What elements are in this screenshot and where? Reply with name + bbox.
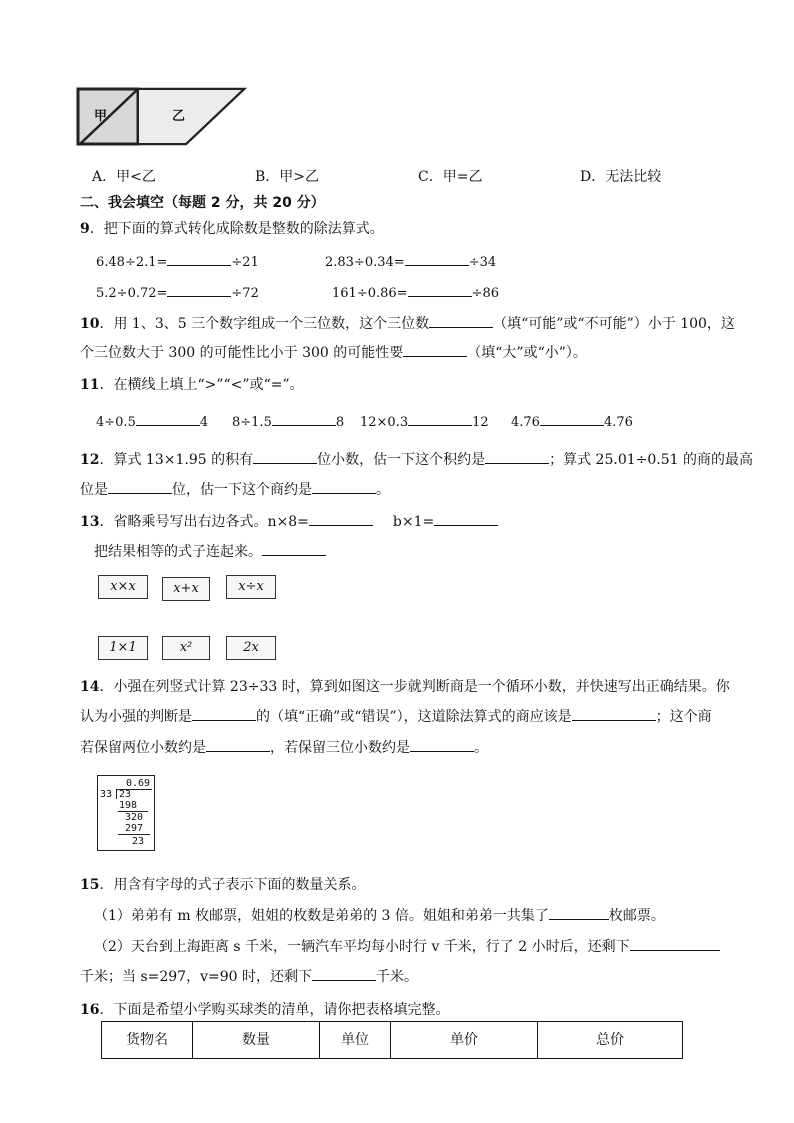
option-b[interactable]: B．甲>乙 (255, 169, 320, 185)
answer-blank[interactable] (167, 282, 231, 297)
question-9 (80, 218, 384, 238)
division-divisor: 33 (100, 789, 113, 800)
answer-blank[interactable] (540, 411, 604, 426)
answer-blank[interactable] (167, 251, 231, 266)
answer-blank[interactable] (408, 411, 472, 426)
expr-box-top-3[interactable]: x÷x (226, 575, 276, 599)
q9-item-4 (332, 282, 499, 301)
option-d[interactable]: D．无法比较 (580, 169, 662, 185)
expr-right: ÷86 (471, 286, 499, 301)
question-text: 认为小强的判断是 (80, 709, 192, 725)
question-text: 位是 (80, 482, 108, 498)
question-text: 千米。 (376, 969, 418, 985)
expr-left: 6.48÷2.1= (96, 255, 168, 270)
answer-blank[interactable] (549, 905, 609, 920)
expr-left: 161÷0.86= (332, 286, 408, 301)
question-text: ，若保留三位小数约是 (270, 740, 410, 756)
expr-box-top-2[interactable]: x+x (162, 577, 210, 601)
question-text: ．在横线上填上“>”“<”或“=”。 (99, 377, 304, 393)
answer-blank[interactable] (312, 479, 376, 494)
answer-blank[interactable] (405, 251, 469, 266)
answer-blank[interactable] (108, 479, 172, 494)
q11-item-2 (232, 411, 344, 430)
jia-label: 甲 (94, 109, 108, 124)
question-text: 枚邮票。 (608, 908, 665, 924)
table-header-cell: 单价 (391, 1022, 538, 1058)
question-text: 的（填“正确”或“错误”），这道除法算式的商应该是 (256, 709, 572, 725)
division-quotient: 0.69 (126, 778, 151, 789)
answer-blank[interactable] (410, 737, 474, 752)
question-text: b×1= (392, 514, 435, 530)
question-number: 15 (80, 877, 100, 893)
answer-blank[interactable] (262, 541, 326, 556)
answer-blank[interactable] (192, 706, 256, 721)
question-number: 11 (80, 377, 100, 393)
question-text: （填“大”或“小”）。 (467, 345, 587, 361)
expr-left: 8÷1.5 (232, 415, 272, 430)
expr-right: 12 (472, 415, 489, 430)
question-13-line-1 (80, 511, 498, 531)
table-header-cell: 数量 (193, 1022, 320, 1058)
answer-blank[interactable] (434, 511, 498, 526)
question-14-line-1 (80, 676, 730, 696)
question-text: 若保留两位小数约是 (80, 740, 206, 756)
question-number: 12 (80, 452, 100, 468)
yi-label: 乙 (172, 109, 186, 124)
expr-box-top-1[interactable]: x×x (98, 575, 148, 599)
question-14-line-3 (80, 737, 488, 757)
answer-blank[interactable] (572, 706, 656, 721)
question-10-line-1 (80, 313, 735, 333)
expr-right: ÷34 (468, 255, 497, 270)
expr-left: 5.2÷0.72= (96, 286, 168, 301)
division-step-3: 297 (125, 823, 144, 834)
division-step-2: 320 (125, 812, 144, 823)
question-15-part-1 (94, 905, 665, 925)
question-text: （2）天台到上海距离 s 千米，一辆汽车平均每小时行 v 千米，行了 2 小时后，还剩下 (94, 939, 630, 955)
question-15 (80, 874, 365, 894)
question-text: ．算式 13×1.95 的积有 (99, 452, 254, 468)
division-dividend: 23 (119, 789, 132, 800)
question-13-line-2 (94, 541, 326, 561)
expr-left: 4÷0.5 (96, 415, 136, 430)
answer-blank[interactable] (253, 449, 317, 464)
question-16 (80, 999, 449, 1019)
question-12-line-1 (80, 449, 753, 469)
answer-blank[interactable] (408, 282, 472, 297)
question-number: 16 (80, 1002, 100, 1018)
q11-item-1 (96, 411, 208, 430)
expr-right: ÷21 (231, 255, 259, 270)
question-text: ．省略乘号写出右边各式。n×8= (99, 514, 309, 530)
q11-item-4 (511, 411, 633, 430)
jia-yi-figure (76, 86, 248, 148)
question-14-line-2 (80, 706, 712, 726)
answer-blank[interactable] (309, 511, 373, 526)
question-text: 千米；当 s=297，v=90 时，还剩下 (80, 969, 312, 985)
expr-right: ÷72 (231, 286, 259, 301)
table-header-cell: 货物名 (102, 1022, 193, 1058)
question-number: 10 (80, 316, 100, 332)
question-12-line-2 (80, 479, 390, 499)
answer-blank[interactable] (485, 449, 549, 464)
question-15-part-2 (94, 936, 720, 956)
answer-blank[interactable] (206, 737, 270, 752)
question-text: 。 (474, 740, 488, 756)
question-text: 把结果相等的式子连起来。 (94, 544, 262, 560)
question-text: ．用 1、3、5 三个数字组成一个三位数，这个三位数 (99, 316, 430, 332)
question-text: （填“可能”或“不可能”）小于 100，这 (493, 316, 735, 332)
question-text: ；算式 25.01÷0.51 的商的最高 (549, 452, 753, 468)
question-number: 14 (80, 679, 100, 695)
option-a[interactable]: A．甲<乙 (92, 169, 156, 185)
question-text: ．下面是希望小学购买球类的清单，请你把表格填完整。 (99, 1002, 450, 1018)
purchase-table (101, 1021, 683, 1059)
expr-right: 4.7̇6̇ (603, 415, 633, 430)
question-text: ；这个商 (655, 709, 712, 725)
question-11 (80, 374, 304, 394)
q9-item-1 (96, 251, 259, 270)
expr-box-bottom-2[interactable]: x² (162, 636, 210, 660)
table-header-cell: 单位 (320, 1022, 391, 1058)
expr-box-bottom-1[interactable]: 1×1 (98, 636, 148, 660)
question-text: 。 (376, 482, 390, 498)
expr-left: 12×0.3 (360, 415, 409, 430)
answer-blank[interactable] (136, 411, 200, 426)
answer-blank[interactable] (312, 966, 376, 981)
table-header-cell: 总价 (596, 1032, 624, 1048)
answer-blank[interactable] (272, 411, 336, 426)
question-number: 9 (80, 221, 90, 237)
division-step-1: 198 (119, 800, 138, 811)
expr-right: 8 (335, 415, 345, 430)
question-text: 个三位数大于 300 的可能性比小于 300 的可能性要 (80, 345, 404, 361)
answer-blank[interactable] (630, 936, 720, 951)
q9-item-2 (325, 251, 496, 270)
q11-item-3 (360, 411, 489, 430)
question-text: ．小强在列竖式计算 23÷33 时，算到如图这一步就判断商是一个循环小数，并快速写出正确结果。你 (99, 679, 730, 695)
question-text: 位小数，估一下这个积约是 (317, 452, 486, 468)
question-text: （1）弟弟有 m 枚邮票，姐姐的枚数是弟弟的 3 倍。姐姐和弟弟一共集了 (94, 908, 549, 924)
question-text: 位，估一下这个商约是 (172, 482, 312, 498)
answer-blank[interactable] (403, 342, 467, 357)
question-10-line-2 (80, 342, 587, 362)
answer-blank[interactable] (429, 313, 493, 328)
division-step-4: 23 (132, 836, 145, 847)
expr-left: 4.7̇6 (511, 415, 540, 430)
question-15-part-3 (80, 966, 418, 986)
q9-item-3 (96, 282, 259, 301)
expr-right: 4 (199, 415, 209, 430)
question-text: ．把下面的算式转化成除数是整数的除法算式。 (89, 221, 384, 237)
expr-box-bottom-3[interactable]: 2x (226, 636, 276, 660)
question-text: ．用含有字母的式子表示下面的数量关系。 (99, 877, 366, 893)
long-division-figure (97, 775, 155, 851)
option-c[interactable]: C．甲=乙 (418, 169, 483, 185)
section-title: 二、我会填空（每题 2 分，共 20 分） (80, 195, 325, 211)
question-number: 13 (80, 514, 100, 530)
expr-left: 2.83÷0.34= (325, 255, 405, 270)
